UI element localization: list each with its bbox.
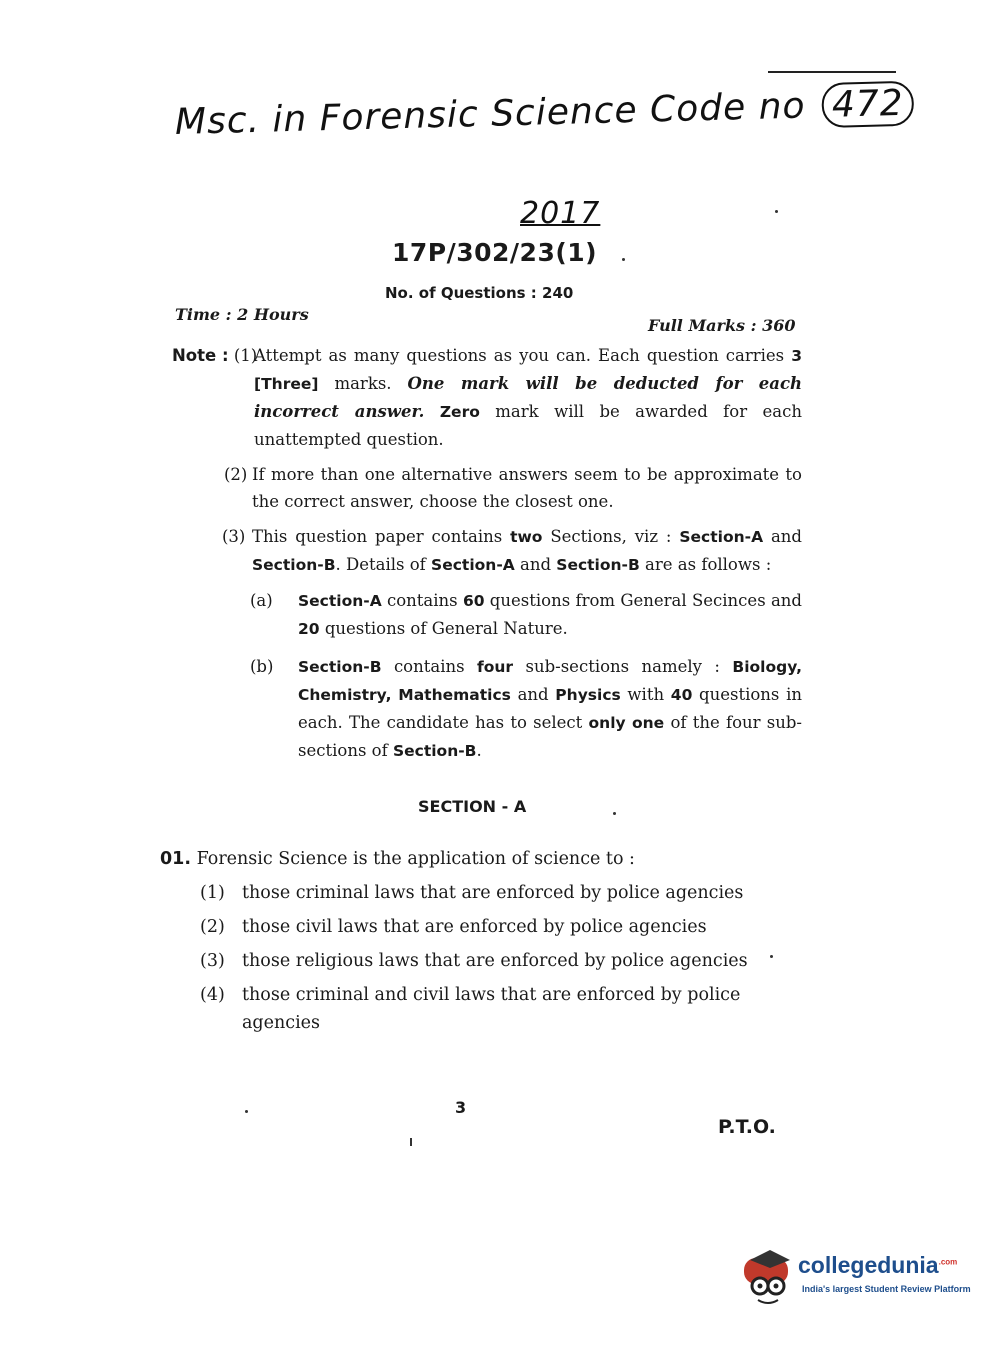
note-sub-a	[250, 587, 802, 643]
paper-code: 17P/302/23(1)	[392, 238, 598, 267]
note-item-2	[172, 461, 802, 515]
top-rule	[768, 71, 896, 73]
time-allowed: Time : 2 Hours	[175, 305, 309, 324]
question-1	[160, 845, 760, 1037]
instructions-note	[172, 342, 802, 775]
note-label: Note :	[172, 346, 229, 365]
scan-speck	[613, 812, 616, 815]
pto-label: P.T.O.	[718, 1116, 776, 1138]
scan-speck	[245, 1110, 248, 1113]
option-4: (4) those criminal and civil laws that are enforced by police agencies	[200, 985, 741, 1033]
note-sub-a-text: Section-A contains 60 questions from General Secinces and 20 questions of General Nature.	[298, 591, 802, 638]
handwritten-title	[174, 81, 914, 145]
handwritten-code: 472	[821, 81, 914, 128]
note-item-3-text: This question paper contains two Sections, viz : Section-A and Section-B. Details of Section-A and Section-B are as follows :	[252, 527, 802, 574]
note-item-1-text: Attempt as many questions as you can. Each question carries 3 [Three] marks. One mark will be deducted for each incorrect answer. Zero mark will be awarded for each unattempted question.	[254, 346, 802, 449]
page-number: 3	[455, 1098, 467, 1117]
full-marks: Full Marks : 360	[648, 316, 796, 335]
scan-speck	[410, 1138, 412, 1146]
question-count: No. of Questions : 240	[385, 284, 574, 302]
note-sub-b-number: (b)	[250, 657, 274, 676]
mascot-logo-icon	[740, 1248, 796, 1306]
note-item-3	[172, 523, 802, 579]
handwritten-title-text: Msc. in Forensic Science Code no	[174, 85, 807, 143]
note-sub-b-text: Section-B contains four sub-sections namely : Biology, Chemistry, Mathematics and Physics with 40 questions in each. The candidate has to select only one of the four sub-sections of Section-B.	[298, 657, 803, 760]
section-heading: SECTION - A	[418, 797, 527, 816]
note-item-3-number: (3)	[222, 527, 246, 546]
collegedunia-watermark	[740, 1248, 970, 1308]
note-item-1-number: Note : (1)	[172, 346, 258, 365]
handwritten-year: 2017	[520, 196, 601, 231]
question-number: 01.	[160, 849, 192, 869]
scan-speck	[622, 258, 625, 261]
watermark-tagline: India's largest Student Review Platform	[802, 1284, 971, 1294]
note-item-2-number: (2)	[224, 465, 248, 484]
option-3: (3) those religious laws that are enforced by police agencies	[200, 951, 748, 971]
watermark-brand: collegedunia$^{.com}$	[798, 1252, 958, 1278]
note-item-1	[172, 342, 802, 453]
question-1-stem	[160, 845, 760, 873]
scan-speck	[775, 210, 778, 213]
option-1: (1) those criminal laws that are enforced by police agencies	[200, 883, 744, 903]
note-item-2-text: If more than one alternative answers seem to be approximate to the correct answer, choose the closest one.	[252, 465, 802, 511]
note-sub-a-number: (a)	[250, 591, 273, 610]
question-text: Forensic Science is the application of science to :	[196, 849, 635, 869]
option-2: (2) those civil laws that are enforced by police agencies	[200, 917, 707, 937]
scan-speck	[770, 955, 773, 958]
note-sub-b	[250, 653, 802, 765]
